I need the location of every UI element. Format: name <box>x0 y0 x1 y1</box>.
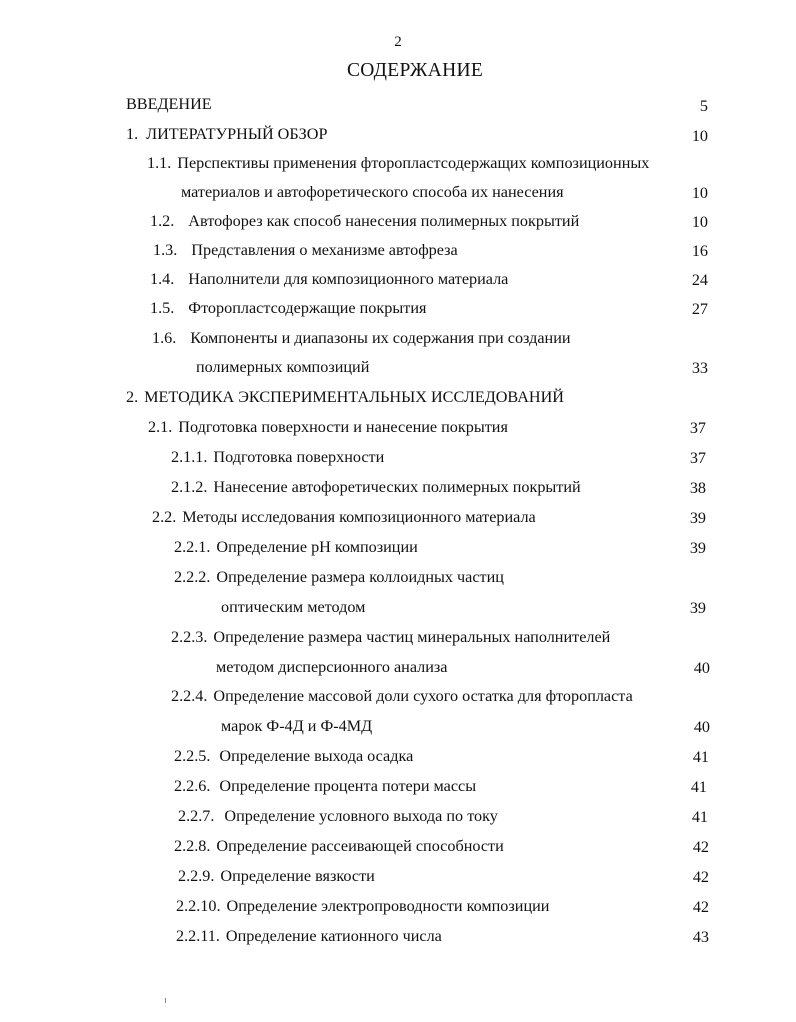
toc-entry-2-2-6 <box>174 776 476 796</box>
toc-entry-number: 2.2. <box>152 508 177 526</box>
toc-entry-text: Методы исследования композиционного материала <box>182 508 536 526</box>
toc-entry-2-2-10 <box>176 896 549 916</box>
toc-entry-1-1 <box>147 153 649 173</box>
toc-entry-number: 2.2.1. <box>174 538 211 556</box>
toc-entry-1-5 <box>150 298 426 318</box>
toc-page-ref: 39 <box>689 509 706 527</box>
toc-entry-text: Определение катионного числа <box>225 927 442 945</box>
toc-entry-number: 2.1.1. <box>171 448 208 466</box>
toc-entry-number: 1.1. <box>147 154 172 172</box>
toc-page-ref: 37 <box>689 419 706 437</box>
toc-entry-number: 2.2.10. <box>176 897 221 915</box>
toc-page-ref: 40 <box>693 718 710 736</box>
toc-entry-2-2-4 <box>171 686 633 706</box>
toc-page-ref: 40 <box>693 659 710 677</box>
toc-entry-2 <box>126 387 564 407</box>
toc-entry-2-2-5 <box>174 746 413 766</box>
toc-entry-2-2-8 <box>174 836 504 856</box>
toc-entry-text: Определение электропроводности композиции <box>226 897 550 915</box>
toc-page-ref: 41 <box>692 748 709 766</box>
toc-page-ref: 16 <box>691 242 708 260</box>
toc-entry-1-6-cont <box>196 357 369 377</box>
toc-entry-1 <box>126 124 327 144</box>
toc-entry-1-1-cont <box>181 182 564 202</box>
toc-page-ref: 41 <box>690 778 707 796</box>
toc-entry-number: 1.4. <box>150 270 175 288</box>
toc-entry-number: 2.2.9. <box>178 867 215 885</box>
toc-entry-text: Определение рН композиции <box>216 538 418 556</box>
toc-entry-text: ЛИТЕРАТУРНЫЙ ОБЗОР <box>146 125 328 143</box>
toc-entry-2-2-2 <box>174 567 504 587</box>
toc-entry-text: Определение размера частиц минеральных наполнителей <box>213 628 611 646</box>
toc-entry-number: 2.2.4. <box>171 687 208 705</box>
toc-entry-text: Определение выхода осадка <box>219 747 414 765</box>
page-number: 2 <box>394 34 402 50</box>
toc-entry-text: методом дисперсионного анализа <box>216 658 448 676</box>
toc-entry-number: 2.2.7. <box>178 807 215 825</box>
scan-artifact <box>165 998 166 1003</box>
toc-page-ref: 41 <box>691 808 708 826</box>
toc-page-ref: 10 <box>691 213 708 231</box>
toc-page-ref: 37 <box>689 449 706 467</box>
toc-page-ref: 27 <box>691 300 708 318</box>
toc-entry-2-2-7 <box>178 806 498 826</box>
toc-entry-text: Подготовка поверхности и нанесение покрытия <box>178 418 508 436</box>
toc-page-ref: 24 <box>691 271 708 289</box>
toc-entry-text: ВВЕДЕНИЕ <box>126 95 212 113</box>
toc-entry-text: Наполнители для композиционного материала <box>188 270 509 288</box>
toc-entry-number: 1.3. <box>153 241 178 259</box>
toc-entry-2-2 <box>152 507 536 527</box>
toc-entry-2-2-3-cont <box>216 657 448 677</box>
toc-entry-text: Нанесение автофоретических полимерных покрытий <box>213 478 581 496</box>
toc-title: СОДЕРЖАНИЕ <box>346 60 484 81</box>
toc-entry-text: Автофорез как способ нанесения полимерных покрытий <box>188 212 580 230</box>
toc-page-ref: 38 <box>689 479 706 497</box>
toc-entry-number: 2.2.8. <box>174 837 211 855</box>
toc-entry-1-2 <box>150 211 579 231</box>
toc-page-ref: 10 <box>691 184 708 202</box>
toc-entry-number: 1.6. <box>152 329 177 347</box>
toc-entry-2-2-9 <box>178 866 375 886</box>
toc-entry-text: Перспективы применения фторопластсодержащих композиционных <box>177 154 650 172</box>
toc-entry-number: 2.1.2. <box>171 478 208 496</box>
toc-entry-2-2-3 <box>171 627 610 647</box>
toc-page-ref: 33 <box>691 359 708 377</box>
toc-entry-number: 2. <box>126 388 139 406</box>
toc-entry-text: Компоненты и диапазоны их содержания при создании <box>190 329 571 347</box>
toc-page-ref: 43 <box>692 928 709 946</box>
toc-entry-text: Определение условного выхода по току <box>224 807 498 825</box>
toc-entry-number: 1. <box>126 125 139 143</box>
toc-entry-1-3 <box>153 240 458 260</box>
toc-page-ref: 39 <box>689 539 706 557</box>
toc-entry-number: 2.2.3. <box>171 628 208 646</box>
toc-entry-number: 2.2.6. <box>174 777 211 795</box>
toc-entry-number: 2.2.11. <box>176 927 220 945</box>
toc-entry-number: 2.1. <box>148 418 173 436</box>
toc-entry-text: оптическим методом <box>221 598 366 616</box>
toc-page-ref: 42 <box>692 868 709 886</box>
toc-entry-text: марок Ф-4Д и Ф-4МД <box>221 717 373 735</box>
toc-entry-2-1-2 <box>171 477 581 497</box>
toc-entry-2-2-1 <box>174 537 418 557</box>
toc-entry-text: материалов и автофоретического способа их нанесения <box>181 183 564 201</box>
toc-entry-2-2-2-cont <box>221 597 365 617</box>
toc-entry-2-1 <box>148 417 508 437</box>
toc-entry-text: Представления о механизме автофреза <box>191 241 458 259</box>
toc-entry-text: Определение рассеивающей способности <box>216 837 504 855</box>
toc-page-ref: 42 <box>692 898 709 916</box>
toc-entry-text: МЕТОДИКА ЭКСПЕРИМЕНТАЛЬНЫХ ИССЛЕДОВАНИЙ <box>144 388 564 406</box>
toc-entry-text: полимерных композиций <box>196 358 370 376</box>
toc-page-ref: 39 <box>689 599 706 617</box>
toc-entry-text: Определение вязкости <box>220 867 375 885</box>
toc-entry-1-6 <box>152 328 571 348</box>
toc-entry-text: Определение массовой доли сухого остатка для фторопласта <box>213 687 633 705</box>
toc-entry-2-2-11 <box>176 926 442 946</box>
toc-entry-number: 1.5. <box>150 299 175 317</box>
toc-entry-number: 2.2.5. <box>174 747 211 765</box>
toc-page-ref: 10 <box>691 127 708 145</box>
toc-entry-number: 1.2. <box>150 212 175 230</box>
toc-entry-2-2-4-cont <box>221 716 372 736</box>
toc-entry-text: Определение размера коллоидных частиц <box>216 568 504 586</box>
toc-entry-text: Фторопластсодержащие покрытия <box>188 299 427 317</box>
toc-entry-text: Подготовка поверхности <box>213 448 385 466</box>
toc-page-ref: 42 <box>692 838 709 856</box>
toc-page-ref: 5 <box>699 97 708 115</box>
toc-entry-1-4 <box>150 269 508 289</box>
toc-entry-text: Определение процента потери массы <box>219 777 477 795</box>
toc-entry-2-1-1 <box>171 447 384 467</box>
toc-entry-number: 2.2.2. <box>174 568 211 586</box>
toc-entry-intro <box>126 94 212 114</box>
